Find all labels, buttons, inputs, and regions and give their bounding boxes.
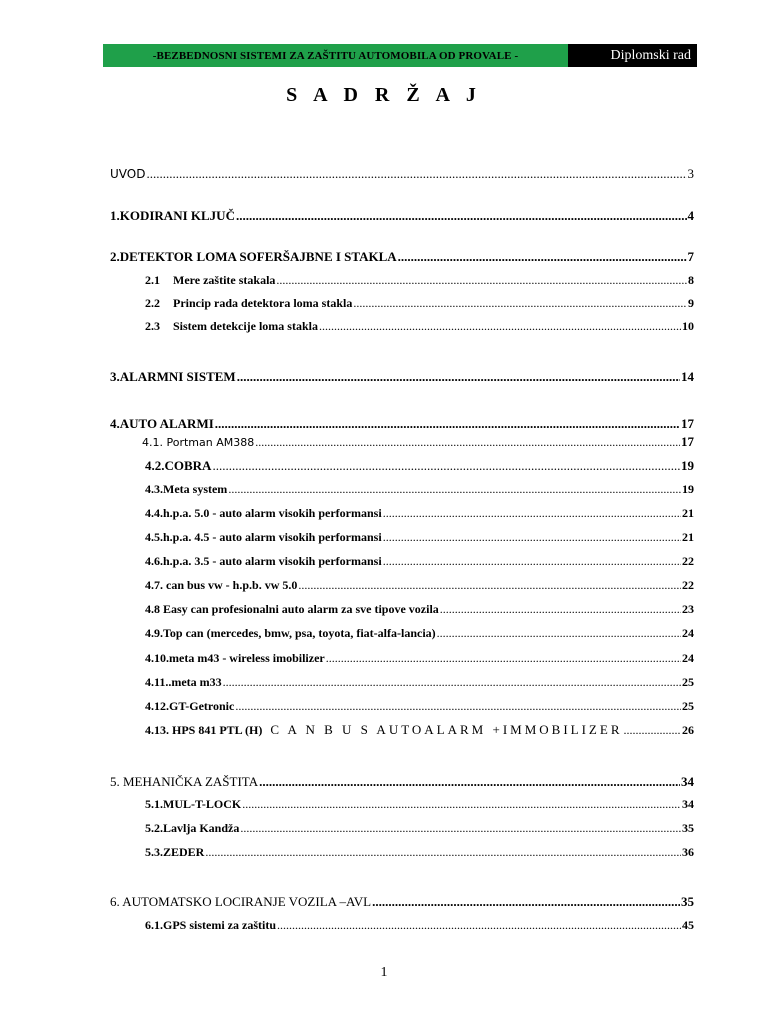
page-title: S A D R Ž A J <box>286 84 482 106</box>
toc-entry-title: 4.6.h.p.a. 3.5 - auto alarm visokih performansi <box>145 554 382 568</box>
toc-entry-title: 4.AUTO ALARMI <box>110 416 214 431</box>
toc-leader <box>437 626 681 641</box>
toc-entry-title: 2.DETEKTOR LOMA SOFERŠAJBNE I STAKLA <box>110 249 397 264</box>
toc-entry-page: 19 <box>682 482 694 496</box>
toc-leader <box>205 845 681 860</box>
toc-leader <box>212 458 680 474</box>
toc-entry-4-3[interactable] <box>145 482 694 497</box>
toc-entry-2-3[interactable] <box>145 319 694 334</box>
toc-entry-page: 25 <box>682 699 694 713</box>
toc-entry-4-5[interactable] <box>145 530 694 545</box>
toc-entry-5-3[interactable] <box>145 845 694 860</box>
toc-entry-title: 4.7. can bus vw - h.p.b. vw 5.0 <box>145 578 298 592</box>
toc-entry-page: 10 <box>682 319 694 333</box>
toc-entry-title: Mere zaštite stakala <box>173 273 276 287</box>
toc-entry-page: 3 <box>687 166 694 181</box>
toc-entry-number: 2.3 <box>145 319 160 333</box>
toc-entry-title: 5.3.ZEDER <box>145 845 205 859</box>
toc-entry-4-4[interactable] <box>145 506 694 521</box>
toc-entry-4-11[interactable] <box>145 675 694 690</box>
toc-leader <box>277 918 681 933</box>
toc-entry-5-1[interactable] <box>145 797 694 812</box>
toc-entry-4-12[interactable] <box>145 699 694 714</box>
toc-leader <box>624 723 682 738</box>
toc-entry-detektor-loma[interactable] <box>110 249 694 265</box>
header-doc-type: Diplomski rad <box>568 44 697 67</box>
running-header <box>103 44 697 67</box>
toc-entry-page: 4 <box>687 208 694 223</box>
toc-leader <box>215 416 680 432</box>
toc-entry-5-2[interactable] <box>145 821 694 836</box>
toc-entry-title: 4.10.meta m43 - wireless imobilizer <box>145 651 325 665</box>
toc-entry-4-1[interactable] <box>142 434 694 450</box>
toc-entry-title: 4.1. Portman AM388 <box>142 436 255 449</box>
toc-entry-page: 24 <box>682 651 694 665</box>
toc-leader <box>259 774 680 790</box>
toc-entry-alarmni-sistem[interactable] <box>110 369 694 385</box>
toc-entry-title: 4.9.Top can (mercedes, bmw, psa, toyota, fiat-alfa-lancia) <box>145 626 436 640</box>
toc-leader <box>237 369 680 385</box>
toc-leader <box>319 319 681 334</box>
toc-entry-page: 17 <box>681 416 694 431</box>
toc-leader <box>298 578 681 593</box>
toc-leader <box>383 506 681 521</box>
toc-entry-auto-alarmi[interactable] <box>110 416 694 432</box>
toc-leader <box>223 675 681 690</box>
toc-entry-title-suffix: C A N B U S AUTOALARM +IMMOBILIZER <box>270 722 623 737</box>
toc-leader <box>372 894 680 910</box>
toc-entry-uvod[interactable] <box>110 166 694 182</box>
toc-entry-4-9[interactable] <box>145 626 694 641</box>
toc-entry-4-10[interactable] <box>145 651 694 666</box>
toc-entry-page: 17 <box>681 434 694 449</box>
toc-entry-title: 4.12.GT-Getronic <box>145 699 235 713</box>
toc-entry-page: 26 <box>682 723 694 737</box>
toc-entry-6-1[interactable] <box>145 918 694 933</box>
toc-entry-page: 7 <box>687 249 694 264</box>
toc-entry-page: 35 <box>681 894 694 909</box>
toc-entry-page: 22 <box>682 578 694 592</box>
header-title: -BEZBEDNOSNI SISTEMI ZA ZAŠTITU AUTOMOBILA OD PROVALE - <box>103 44 568 67</box>
toc-leader <box>240 821 681 836</box>
toc-leader <box>326 651 681 666</box>
toc-entry-page: 45 <box>682 918 694 932</box>
toc-entry-title: 6.1.GPS sistemi za zaštitu <box>145 918 276 932</box>
toc-entry-page: 19 <box>681 458 694 473</box>
toc-entry-title: 5.1.MUL-T-LOCK <box>145 797 242 811</box>
toc-entry-title: 4.3.Meta system <box>145 482 228 496</box>
toc-entry-kodirani-kljuc[interactable] <box>110 208 694 224</box>
toc-entry-automatsko-lociranje[interactable] <box>110 894 694 910</box>
toc-entry-page: 34 <box>681 774 694 789</box>
toc-leader <box>383 530 681 545</box>
toc-leader <box>276 273 687 288</box>
toc-entry-title: 4.4.h.p.a. 5.0 - auto alarm visokih performansi <box>145 506 382 520</box>
toc-entry-page: 8 <box>688 273 694 287</box>
toc-entry-title: 4.2.COBRA <box>145 458 212 473</box>
toc-entry-title: 5.2.Lavlja Kandža <box>145 821 240 835</box>
toc-entry-4-6[interactable] <box>145 554 694 569</box>
toc-entry-4-7[interactable] <box>145 578 694 593</box>
toc-entry-title: 6. AUTOMATSKO LOCIRANJE VOZILA –AVL <box>110 894 372 909</box>
toc-entry-page: 36 <box>682 845 694 859</box>
page-number: 1 <box>380 965 388 980</box>
toc-entry-title: UVOD <box>110 167 146 181</box>
toc-entry-title: 1.KODIRANI KLJUČ <box>110 208 235 223</box>
toc-leader <box>255 435 680 450</box>
toc-entry-mehanicka-zastita[interactable] <box>110 774 694 790</box>
toc-entry-title: 4.8 Easy can profesionalni auto alarm za sve tipove vozila <box>145 602 439 616</box>
toc-leader <box>236 208 687 224</box>
toc-entry-2-1[interactable] <box>145 273 694 288</box>
toc-entry-page: 9 <box>688 296 694 310</box>
toc-entry-page: 25 <box>682 675 694 689</box>
toc-leader <box>398 249 687 265</box>
toc-leader <box>146 166 686 182</box>
toc-entry-4-8[interactable] <box>145 602 694 617</box>
toc-entry-title: 4.11..meta m33 <box>145 675 222 689</box>
toc-entry-title: 3.ALARMNI SISTEM <box>110 369 236 384</box>
toc-entry-number: 2.2 <box>145 296 160 310</box>
toc-leader <box>440 602 681 617</box>
toc-entry-page: 21 <box>682 530 694 544</box>
toc-entry-title: 4.13. HPS 841 PTL (H) <box>145 723 263 737</box>
toc-entry-title: Sistem detekcije loma stakla <box>173 319 318 333</box>
toc-entry-title: 5. MEHANIČKA ZAŠTITA <box>110 774 259 789</box>
toc-leader <box>228 482 681 497</box>
toc-leader <box>235 699 681 714</box>
toc-entry-page: 24 <box>682 626 694 640</box>
toc-entry-4-13[interactable] <box>145 722 694 738</box>
toc-entry-page: 14 <box>681 369 694 384</box>
toc-entry-page: 22 <box>682 554 694 568</box>
toc-leader <box>383 554 681 569</box>
toc-entry-page: 21 <box>682 506 694 520</box>
toc-leader <box>242 797 681 812</box>
toc-entry-page: 35 <box>682 821 694 835</box>
toc-entry-number: 2.1 <box>145 273 160 287</box>
toc-entry-page: 34 <box>682 797 694 811</box>
toc-entry-2-2[interactable] <box>145 296 694 311</box>
toc-leader <box>353 296 687 311</box>
toc-entry-title: Princip rada detektora loma stakla <box>173 296 353 310</box>
toc-entry-title: 4.5.h.p.a. 4.5 - auto alarm visokih performansi <box>145 530 382 544</box>
toc-entry-4-2[interactable] <box>145 458 694 474</box>
toc-entry-page: 23 <box>682 602 694 616</box>
